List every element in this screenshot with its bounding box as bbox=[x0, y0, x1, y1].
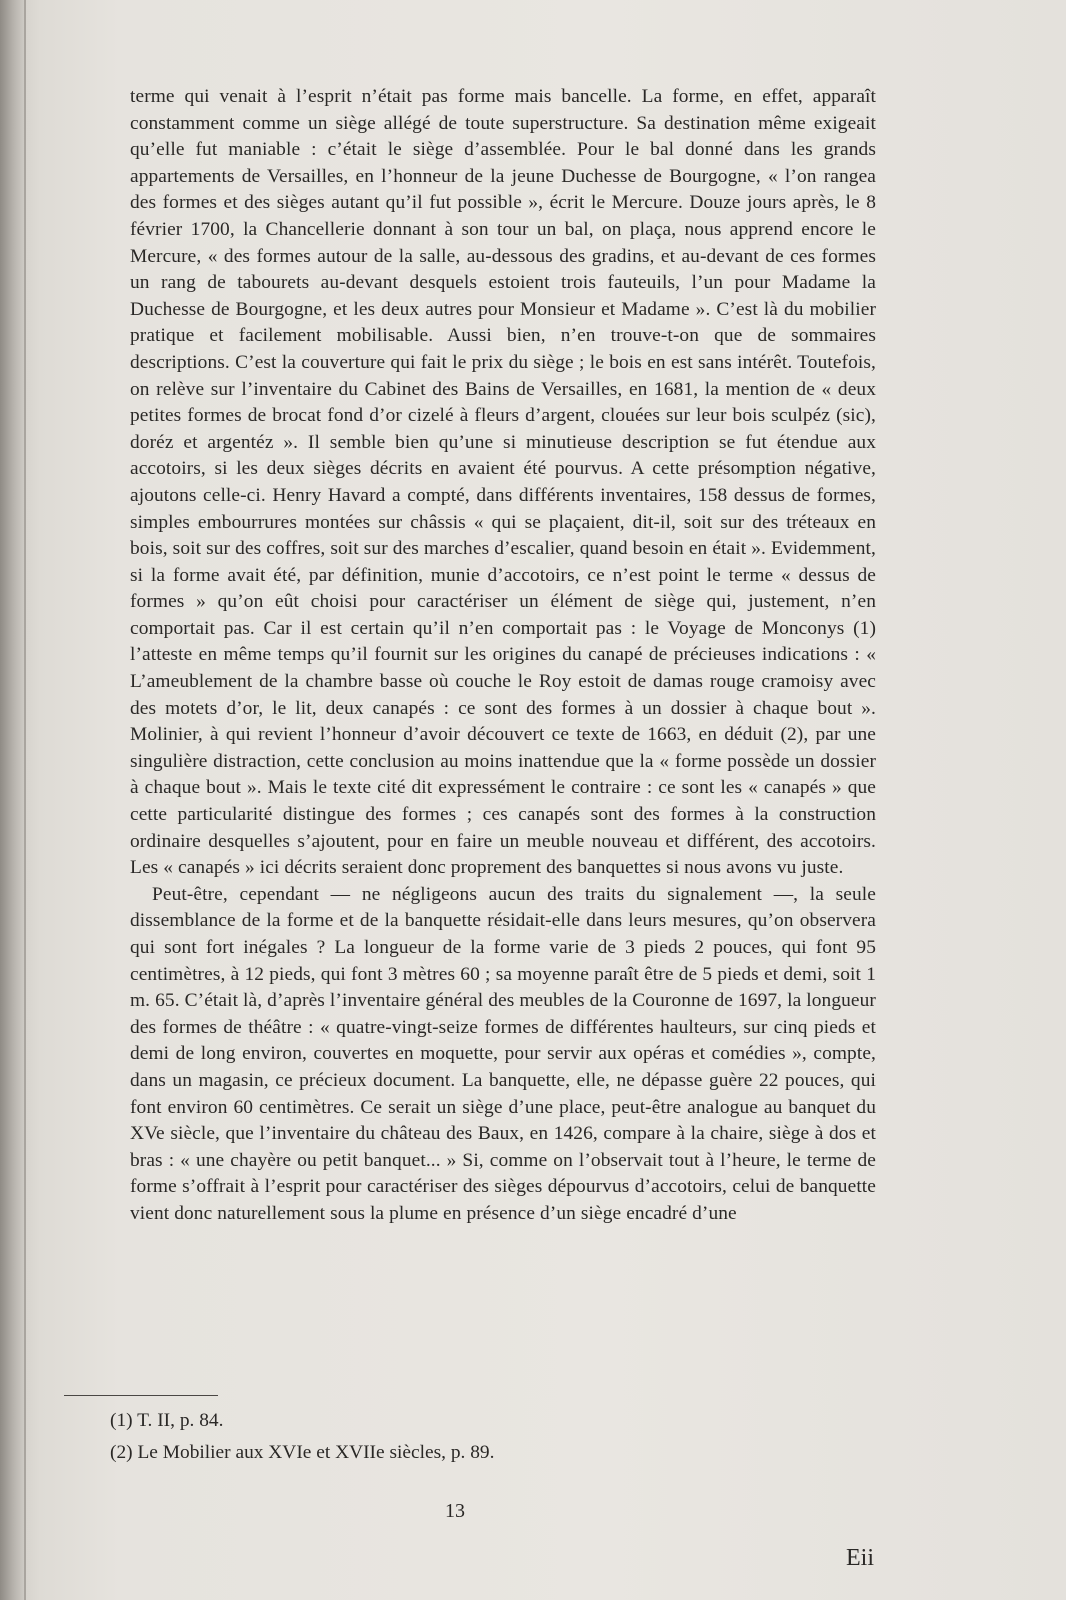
footnote-rule bbox=[64, 1395, 218, 1396]
footnote-2: (2) Le Mobilier aux XVIe et XVIIe siècles, p. 89. bbox=[110, 1442, 495, 1463]
paragraph-2: Peut-être, cependant — ne négligeons aucun des traits du signalement —, la seule dissemblance de la forme et de la banquette résidait-elle dans leurs mesures, qu’on observera qui sont fort inégales ? La longueur de la forme varie de 3 pieds 2 pouces, qui font 95 centimètres, à 12 pieds, qui font 3 mètres 60 ; sa moyenne paraît être de 5 pieds et demi, soit 1 m. 65. C’était là, d’après l’inventaire général des meubles de la Couronne de 1697, la longueur des formes de théâtre : « quatre-vingt-seize formes de différentes haulteurs, sur cinq pieds et demi de long environ, couvertes en moquette, pour servir aux opéras et comédies », compte, dans un magasin, ce précieux document. La banquette, elle, ne dépasse guère 22 pouces, qui font environ 60 centimètres. Ce serait un siège d’une place, peut-être analogue au banquet du XVe siècle, que l’inventaire du château des Baux, en 1426, compare à la chaire, siège à dos et bras : « une chayère ou petit banquet... » Si, comme on l’observait tout à l’heure, le terme de forme s’offrait à l’esprit pour caractériser des sièges dépourvus d’accotoirs, celui de banquette vient donc naturellement sous la plume en présence d’un siège encadré d’une bbox=[130, 883, 876, 1224]
footnote-1: (1) T. II, p. 84. bbox=[110, 1410, 224, 1431]
paragraph-1: terme qui venait à l’esprit n’était pas forme mais bancelle. La forme, en effet, apparaît constamment comme un siège allégé de toute superstructure. Sa destination même exigeait qu’elle fut maniable : c’était le siège d’assemblée. Pour le bal donné dans les grands appartements de Versailles, en l’honneur de la jeune Duchesse de Bourgogne, « l’on rangea des formes et des sièges autant qu’il fut possible », écrit le Mercure. Douze jours après, le 8 février 1700, la Chancellerie donnant à son tour un bal, on plaça, nous apprend encore le Mercure, « des formes autour de la salle, au-dessous des gradins, et au-devant de ces formes un rang de tabourets au-devant desquels estoient trois fauteuils, l’un pour Madame la Duchesse de Bourgogne, et les deux autres pour Monsieur et Madame ». C’est là du mobilier pratique et facilement mobilisable. Aussi bien, n’en trouve-t-on que de sommaires descriptions. C’est la couverture qui fait le prix du siège ; le bois en est sans intérêt. Toutefois, on relève sur l’inventaire du Cabinet des Bains de Versailles, en 1681, la mention de « deux petites formes de brocat fond d’or cizelé à fleurs d’argent, clouées sur leur bois sculpéz (sic), doréz et argentéz ». Il semble bien qu’une si minutieuse description se fut étendue aux accotoirs, si les deux sièges décrits en avaient été pourvus. A cette présomption négative, ajoutons celle-ci. Henry Havard a compté, dans différents inventaires, 158 dessus de formes, simples embourrures montées sur châssis « qui se plaçaient, dit-il, soit sur des tréteaux en bois, soit sur des coffres, soit sur des marches d’escalier, quand besoin en était ». Evidemment, si la forme avait été, par définition, munie d’accotoirs, ce n’est point le terme « dessus de formes » qu’on eût choisi pour caractériser un élément de siège qui, justement, n’en comportait pas. Car il est certain qu’il n’en comportait pas : le Voyage de Monconys (1) l’atteste en même temps qu’il fournit sur les origines du canapé de précieuses indications : « L’ameublement de la chambre basse où couche le Roy estoit de damas rouge cramoisy avec des motets d’or, le lit, deux canapés : ce sont des formes à un dossier à chaque bout ». Molinier, à qui revient l’honneur d’avoir découvert ce texte de 1663, en déduit (2), par une singulière distraction, cette conclusion au moins inattendue que la « forme possède un dossier à chaque bout ». Mais le texte cité dit expressément le contraire : ce sont les « canapés » que cette particularité distingue des formes ; ces canapés sont des formes à la construction ordinaire desquelles s’ajoutent, pour en faire un meuble nouveau et différent, des accotoirs. Les « canapés » ici décrits seraient donc proprement des banquettes si nous avons vu juste. bbox=[130, 86, 876, 879]
gutter-edge bbox=[24, 0, 26, 1600]
signature-mark: Eii bbox=[846, 1545, 874, 1571]
footnotes bbox=[110, 1405, 870, 1469]
main-text bbox=[130, 84, 876, 1228]
page-gutter bbox=[0, 0, 26, 1600]
page-number: 13 bbox=[445, 1500, 465, 1522]
